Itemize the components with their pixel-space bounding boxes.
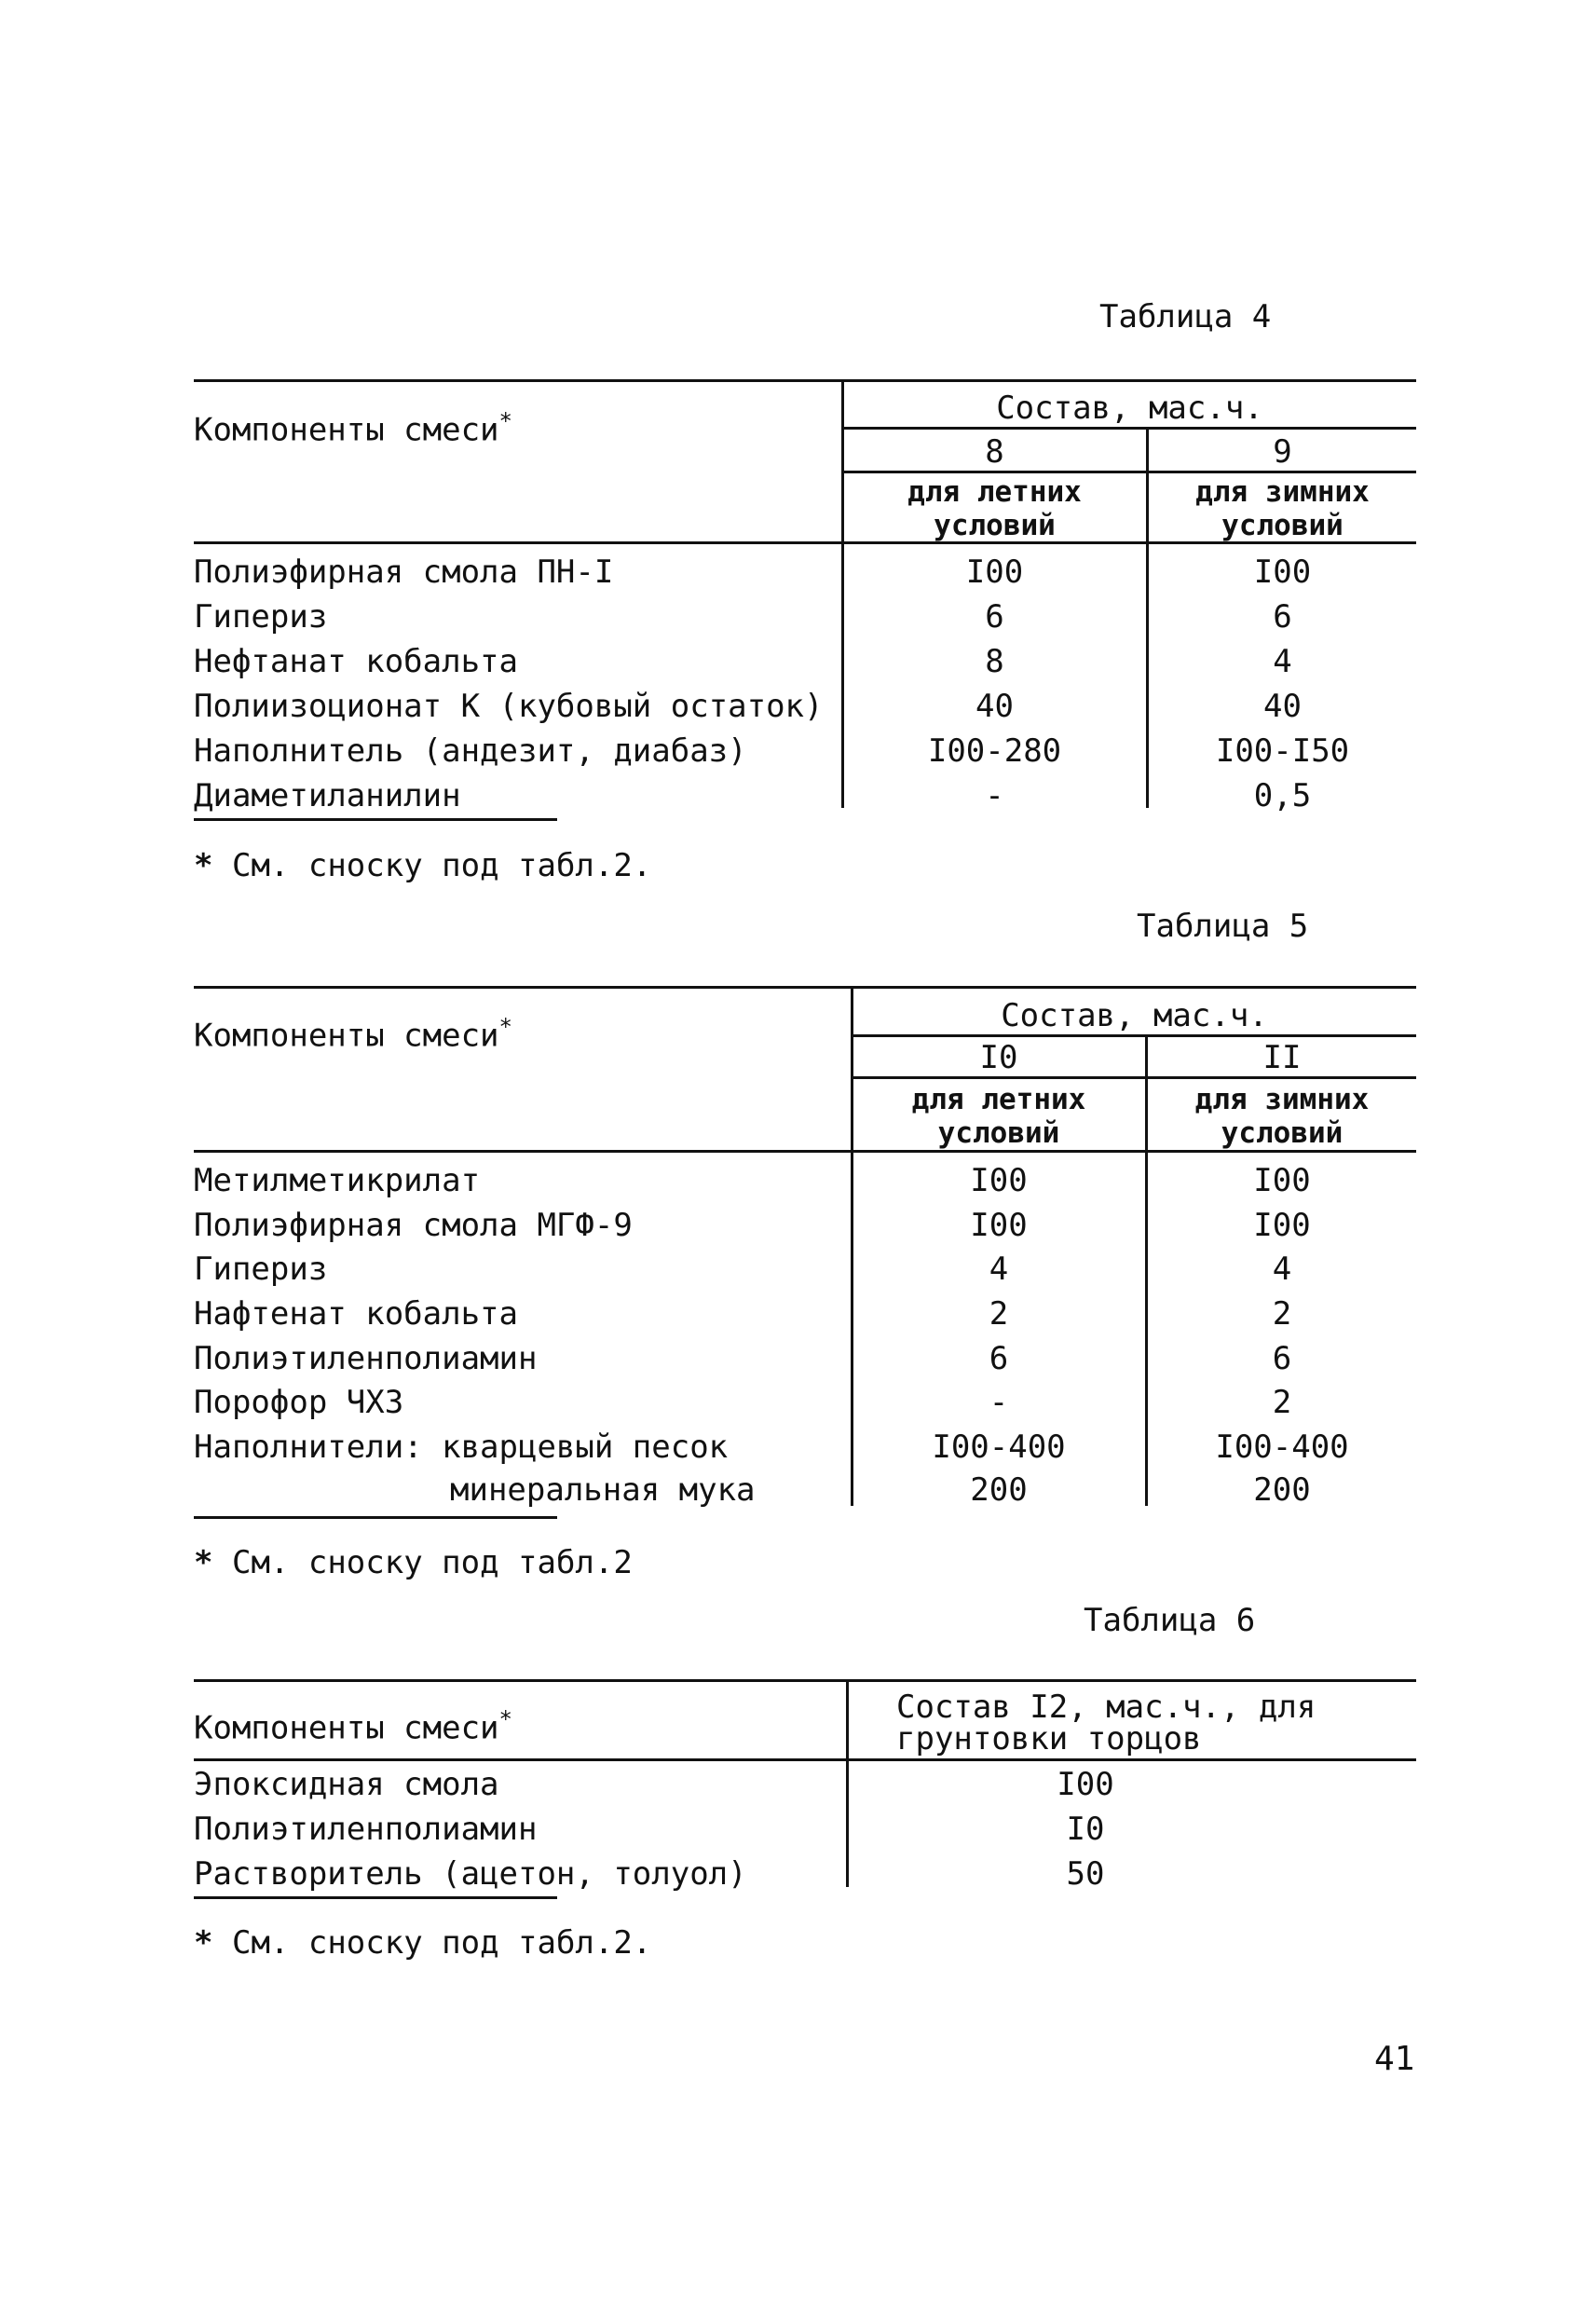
table6-footnote-mark: * (498, 1706, 512, 1732)
table4-col1-condition: для летних условий (907, 475, 1082, 542)
table4-row-value: I00-I50 (1215, 732, 1350, 770)
table5-row-label: Гипериз (194, 1251, 328, 1288)
table6-header-bottom-rule (194, 1758, 1416, 1761)
table4-header-components (194, 408, 512, 449)
table5-row-label: Порофор ЧХЗ (194, 1384, 404, 1421)
table4-row-value: 4 (1273, 643, 1292, 680)
table4-row-value: 8 (985, 643, 1004, 680)
table5-row-value: - (989, 1384, 1009, 1421)
table4-row-value: 40 (975, 688, 1014, 725)
table6-row-label: Растворитель (ацетон, толуол) (194, 1855, 747, 1893)
table5-row-value: 4 (989, 1251, 1009, 1288)
footnote-text: См. сноску под табл.2. (231, 1924, 652, 1962)
table5-row-value: 4 (1272, 1251, 1292, 1288)
table4-row-value: I00-280 (927, 732, 1062, 770)
footnote-mark: * (194, 1924, 213, 1962)
table5-footnote-mark: * (498, 1014, 512, 1040)
table4-row-label: Гипериз (194, 598, 328, 636)
table5-row-label: Метилметикрилат (194, 1162, 481, 1199)
table5-row-value: 2 (1272, 1295, 1292, 1333)
table6-footnote-rule (194, 1896, 557, 1899)
table5-col1-number: I0 (979, 1039, 1018, 1076)
table5-col1-condition: для летних условий (911, 1083, 1086, 1150)
footnote-text: См. сноску под табл.2. (231, 847, 652, 884)
table4-footnote (194, 847, 652, 884)
table5-footnote-rule (194, 1516, 557, 1519)
table4-row-value: 6 (985, 598, 1004, 636)
table5-row-value: I00 (970, 1162, 1028, 1199)
table4-row-label: Полиизоционат К (кубовый остаток) (194, 688, 824, 725)
table5-row-value: I00 (1253, 1207, 1311, 1244)
table6-header-components (194, 1706, 512, 1747)
table4-row-label: Диаметиланилин (194, 777, 461, 814)
table4-row-value: 0,5 (1253, 777, 1312, 814)
table5-caption: Таблица 5 (1137, 908, 1309, 945)
table4-row-value: I00 (1253, 554, 1312, 591)
table5-row-label: Полиэтиленполиамин (194, 1340, 538, 1377)
table4-header-composition: Состав, мас.ч. (996, 390, 1263, 427)
table5-row-value: 2 (989, 1295, 1009, 1333)
table5-col2-number: II (1262, 1039, 1302, 1076)
table4-col1-number: 8 (985, 433, 1004, 471)
table4-header-components-text: Компоненты смеси (194, 411, 499, 449)
table4-number-rule (841, 471, 1416, 473)
table4-top-rule (194, 379, 1416, 382)
table5-row-value: 6 (1272, 1340, 1292, 1377)
page-number: 41 (1374, 2040, 1415, 2078)
table5-row-label: минеральная мука (450, 1471, 756, 1509)
table4-caption: Таблица 4 (1099, 298, 1272, 335)
table5-row-value: I00 (1253, 1162, 1311, 1199)
table4-row-value: 40 (1263, 688, 1302, 725)
table6-header-composition: Состав I2, мас.ч., для грунтовки торцов (896, 1689, 1316, 1757)
table5-footnote (194, 1544, 633, 1581)
table6-header-components-text: Компоненты смеси (194, 1709, 499, 1747)
table5-row-label: Полиэфирная смола МГФ-9 (194, 1207, 633, 1244)
table4-row-value: - (985, 777, 1004, 814)
table4-row-value: 6 (1273, 598, 1292, 636)
table5-header-composition: Состав, мас.ч. (1001, 997, 1268, 1034)
table4-footnote-rule (194, 818, 557, 821)
table5-number-rule (851, 1076, 1416, 1079)
table5-header-components (194, 1014, 512, 1055)
table5-row-label: Наполнители: кварцевый песок (194, 1429, 729, 1466)
table6-footnote (194, 1924, 652, 1962)
table5-header-components-text: Компоненты смеси (194, 1017, 499, 1055)
table4-col2-condition: для зимних условий (1195, 475, 1370, 542)
table6-row-label: Полиэтиленполиамин (194, 1811, 538, 1848)
table5-top-rule (194, 986, 1416, 989)
table6-row-value: 50 (1066, 1855, 1105, 1893)
table4-col2-number: 9 (1273, 433, 1292, 471)
table5-row-value: 200 (970, 1471, 1028, 1509)
table6-row-value: I00 (1057, 1766, 1114, 1803)
table5-row-value: 2 (1272, 1384, 1292, 1421)
footnote-mark: * (194, 847, 213, 884)
table6-top-rule (194, 1679, 1416, 1682)
table5-composition-rule (851, 1034, 1416, 1037)
table5-row-label: Нафтенат кобальта (194, 1295, 518, 1333)
table4-row-value: I00 (965, 554, 1024, 591)
table5-row-value: 200 (1253, 1471, 1311, 1509)
table5-row-value: I00 (970, 1207, 1028, 1244)
table4-row-label: Полиэфирная смола ПН-I (194, 554, 614, 591)
table6-row-label: Эпоксидная смола (194, 1766, 499, 1803)
table4-composition-rule (841, 427, 1416, 430)
table4-row-label: Нефтанат кобальта (194, 643, 518, 680)
footnote-mark: * (194, 1544, 213, 1581)
table6-caption: Таблица 6 (1084, 1602, 1256, 1639)
table5-row-value: 6 (989, 1340, 1009, 1377)
table5-header-bottom-rule (194, 1150, 1416, 1153)
table5-col2-condition: для зимних условий (1194, 1083, 1370, 1150)
table4-row-label: Наполнитель (андезит, диабаз) (194, 732, 747, 770)
table5-row-value: I00-400 (932, 1429, 1066, 1466)
table4-footnote-mark: * (498, 408, 512, 434)
table5-row-value: I00-400 (1215, 1429, 1349, 1466)
table6-row-value: I0 (1066, 1811, 1105, 1848)
footnote-text: См. сноску под табл.2 (231, 1544, 633, 1581)
